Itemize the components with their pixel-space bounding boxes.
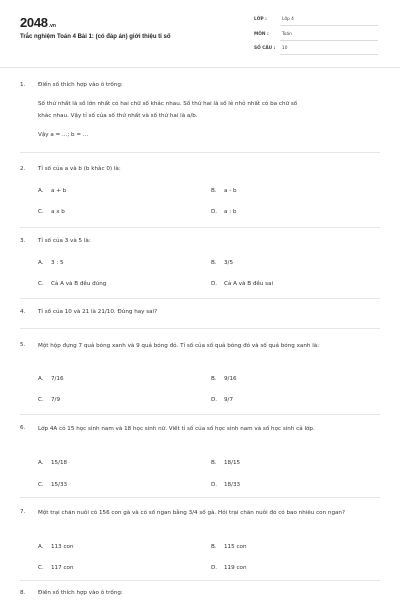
count-underline [280,54,378,55]
question-text: Điền số thích hợp vào ô trống: [38,590,123,596]
class-label: LỚP : [254,17,267,22]
question-number: 2. [20,166,26,172]
question-divider [20,298,380,299]
option-d[interactable]: D. Cả A và B đều sai [211,281,274,287]
count-value: 10 [282,46,288,51]
page-header [0,0,400,66]
option-c[interactable]: C. 7/9 [38,397,61,403]
option-a[interactable]: A. 7/16 [38,376,64,382]
class-value: Lớp 4 [282,17,294,22]
question-text: Một hộp đựng 7 quả bóng xanh và 9 quả bóng đỏ. Tỉ số của số quả bóng đỏ và số quả bóng xanh là: [38,343,320,349]
logo-suffix: .vn [48,23,56,29]
question-number: 4. [20,309,26,315]
question-divider [20,227,380,228]
question-number: 3. [20,238,26,244]
option-d[interactable]: D. a : b [211,209,237,215]
count-field [254,44,378,55]
count-label: SỐ CÂU : [254,46,276,51]
question-text: Một trại chăn nuôi có 156 con gà và có số ngan bằng 3/4 số gà. Hỏi trại chăn nuôi đó có bao nhiêu con ngan? [38,510,345,516]
option-b[interactable]: B. a - b [211,188,237,194]
page-title: Trắc nghiệm Toán 4 Bài 1: (có đáp án) giới thiệu tỉ số [20,34,171,40]
question-number: 6. [20,425,26,431]
option-c[interactable]: C. a x b [38,209,65,215]
subject-label: MÔN : [254,32,269,37]
question-text: Lớp 4A có 15 học sinh nam và 18 học sinh nữ. Viết tỉ số của số học sinh nam và số học sinh cả lớp. [38,426,315,432]
question-number: 8. [20,590,26,596]
option-c[interactable]: C. Cả A và B đều đúng [38,281,107,287]
question-number: 5. [20,342,26,348]
option-b[interactable]: B. 115 con [211,544,247,550]
answer-blank-prompt[interactable]: Vậy a = ...; b = ... [38,132,89,138]
question-divider [20,414,380,415]
question-detail-line-2: khác nhau. Vậy tỉ số của số thứ nhất và số thứ hai là a/b. [38,113,198,119]
class-field [254,15,378,26]
option-b[interactable]: B. 3/5 [211,260,234,266]
option-d[interactable]: D. 9/7 [211,397,234,403]
option-a[interactable]: A. a + b [38,188,67,194]
option-a[interactable]: A. 3 : 5 [38,260,64,266]
option-d[interactable]: D. 119 con [211,565,247,571]
question-divider [20,328,380,329]
option-c[interactable]: C. 117 con [38,565,74,571]
logo-text: 2048 [20,15,48,30]
question-number: 1. [20,82,26,88]
question-number: 7. [20,509,26,515]
option-a[interactable]: A. 15/18 [38,460,68,466]
subject-value: Toán [282,32,292,37]
class-underline [280,25,378,26]
site-logo[interactable] [20,15,56,30]
question-divider [20,152,380,153]
header-divider [0,67,400,68]
option-c[interactable]: C. 15/33 [38,482,68,488]
question-text: Tỉ số của 10 và 21 là 21/10. Đúng hay sai? [38,309,158,315]
option-d[interactable]: D. 18/33 [211,482,241,488]
subject-underline [280,40,378,41]
question-divider [20,580,380,581]
option-a[interactable]: A. 113 con [38,544,74,550]
question-text: Tỉ số của 3 và 5 là: [38,238,91,244]
question-text: Điền số thích hợp vào ô trống: [38,82,123,88]
question-divider [20,497,380,498]
option-b[interactable]: B. 18/15 [211,460,241,466]
question-detail-line-1: Số thứ nhất là số lớn nhất có hai chữ số khác nhau. Số thứ hai là số lẻ nhỏ nhất có ba chữ số [38,101,298,107]
option-b[interactable]: B. 9/16 [211,376,237,382]
subject-field [254,30,378,41]
question-text: Tỉ số của a và b (b khác 0) là: [38,166,121,172]
